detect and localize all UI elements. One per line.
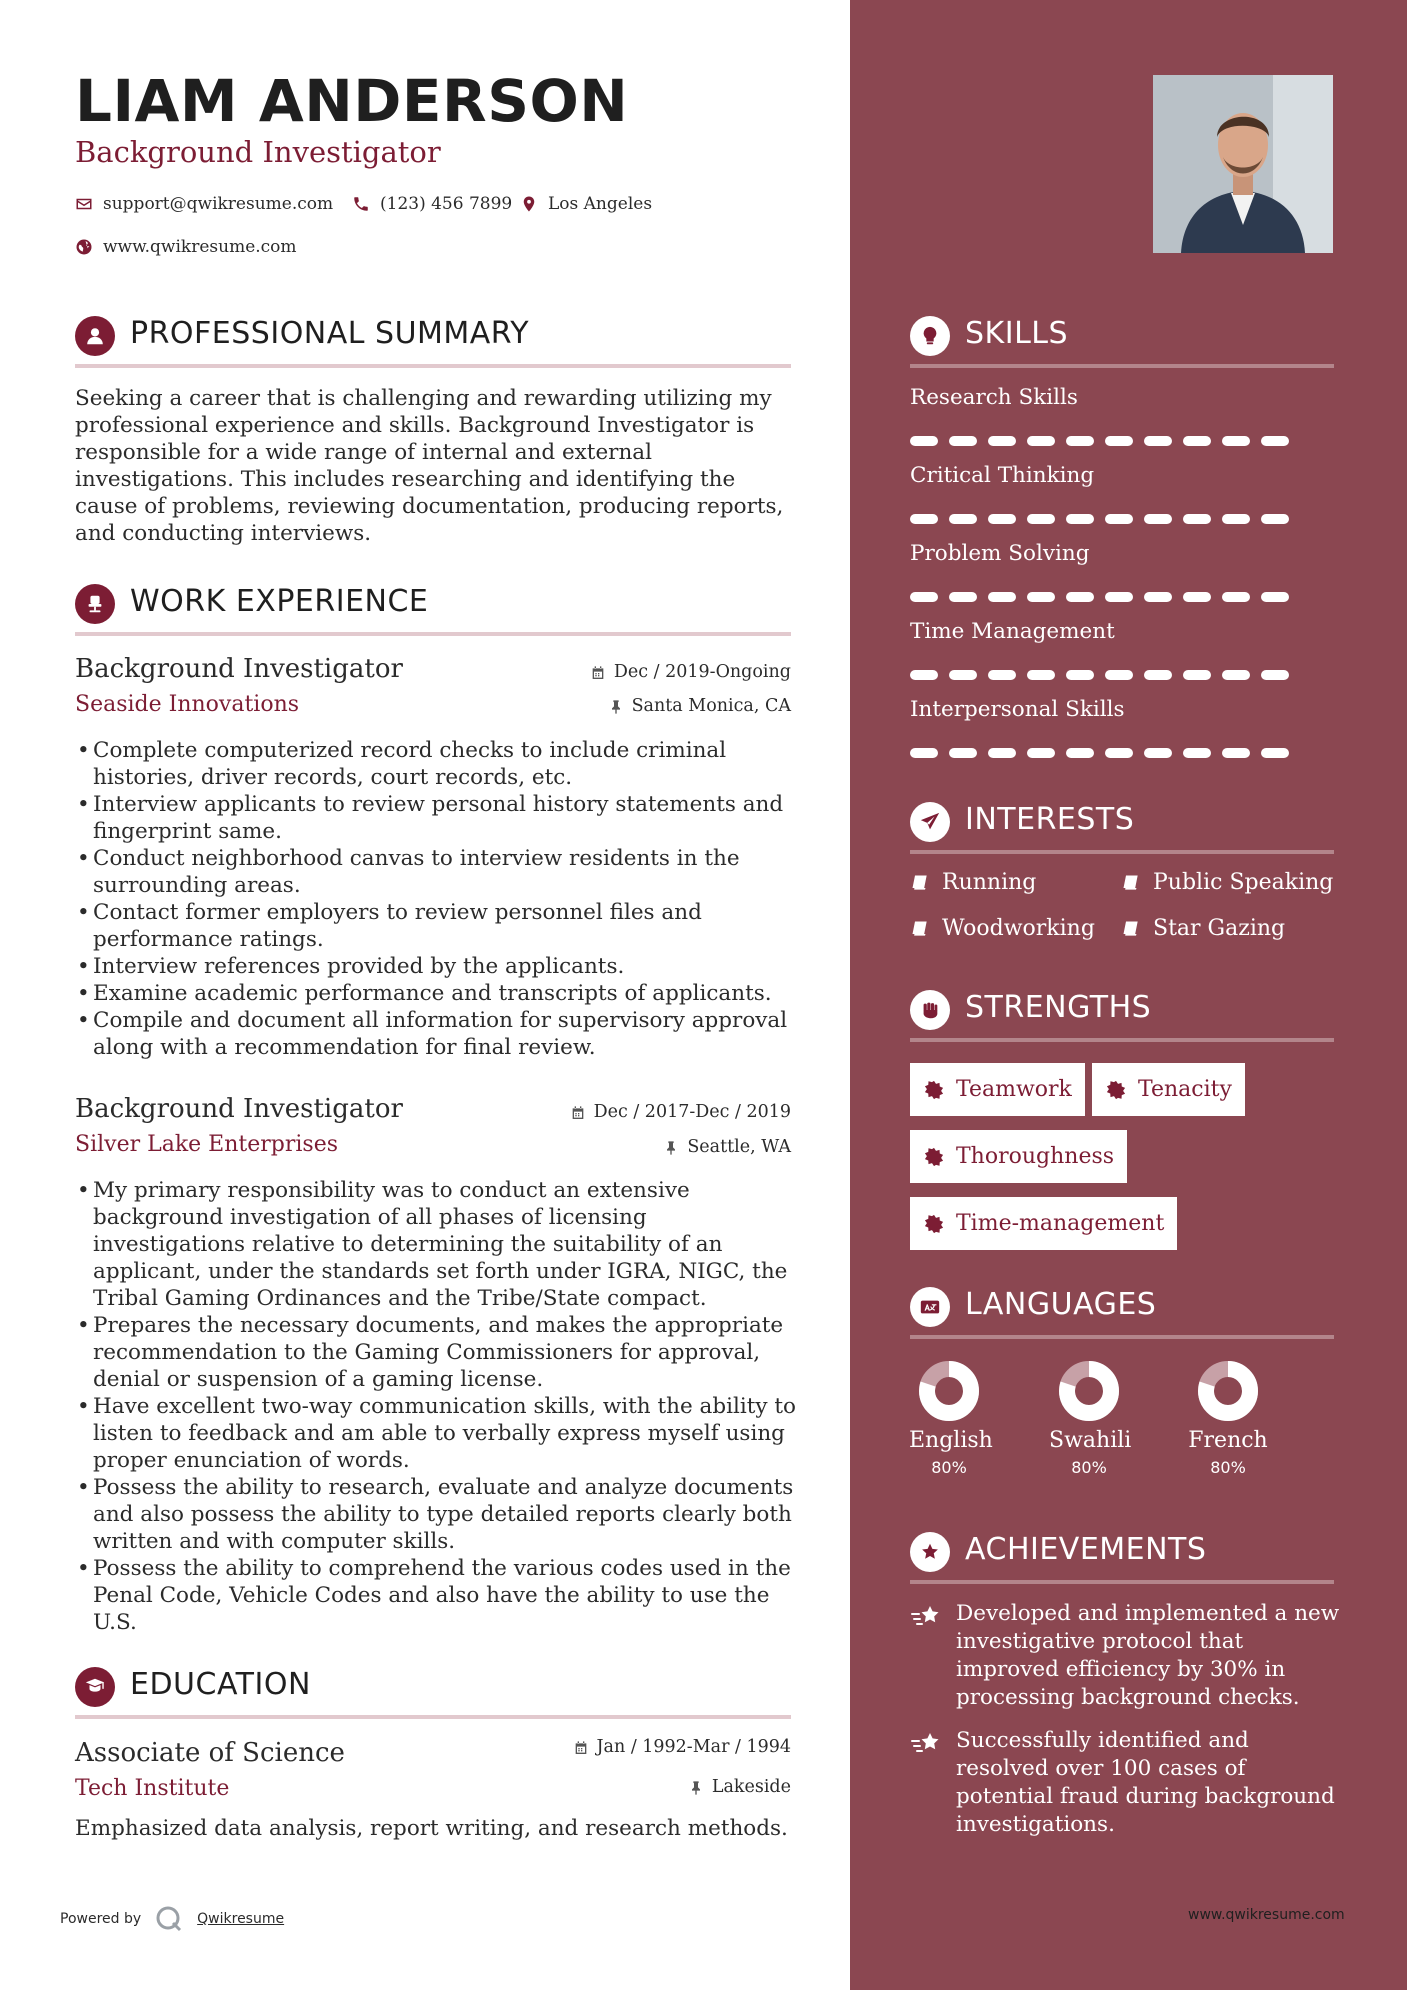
education-description: Emphasized data analysis, report writing, and research methods. — [75, 1816, 788, 1841]
section-title: STRENGTHS — [965, 990, 1152, 1025]
calendar-icon — [570, 1105, 586, 1121]
graduate-icon — [75, 1667, 115, 1707]
job-bullets — [75, 737, 797, 1061]
globe-icon — [75, 238, 93, 256]
list-item: • Conduct neighborhood canvas to interview residents in the surrounding areas. — [75, 845, 797, 899]
office-chair-icon — [75, 584, 115, 624]
section-education — [75, 1667, 791, 1719]
calendar-icon — [573, 1740, 589, 1756]
education-dates: Jan / 1992-Mar / 1994 — [573, 1739, 791, 1757]
footer-website[interactable]: www.qwikresume.com — [1188, 1907, 1345, 1923]
qwikresume-link[interactable]: Qwikresume — [197, 1911, 285, 1927]
section-professional-summary — [75, 316, 791, 368]
contact-location — [520, 195, 652, 213]
section-title: WORK EXPERIENCE — [130, 584, 429, 619]
book-icon — [910, 919, 930, 939]
job-location: Seattle, WA — [663, 1139, 791, 1157]
skill-rating-bar — [910, 748, 1290, 758]
list-item: • Complete computerized record checks to include criminal histories, driver records, court records, etc. — [75, 737, 797, 791]
map-pin-icon — [520, 195, 538, 213]
list-item: • Compile and document all information for supervisory approval along with a recommendation for final review. — [75, 1007, 797, 1061]
contact-email[interactable] — [75, 195, 333, 213]
contact-phone[interactable] — [352, 195, 512, 213]
list-item: • Prepares the necessary documents, and makes the appropriate recommendation to the Gaming Commissioners for approval, denial or suspension of a gaming license. — [75, 1312, 797, 1393]
list-item: • My primary responsibility was to conduct an extensive background investigation of all phases of licensing investigations relative to determining the suitability of an applicant, under the standards set forth under IGRA, NIGC, the Tribal Gaming Ordinances and the Tribe/State compact. — [75, 1177, 797, 1312]
language-item — [1049, 1358, 1132, 1477]
language-level: 80% — [1071, 1458, 1107, 1477]
phone-text: (123) 456 7899 — [380, 193, 513, 214]
book-icon — [1121, 919, 1141, 939]
job-bullets — [75, 1177, 797, 1636]
list-item: • Examine academic performance and transcripts of applicants. — [75, 980, 797, 1007]
achievement-text: Developed and implemented a new investigative protocol that improved efficiency by 30% in processing background checks. — [956, 1601, 1340, 1710]
list-item: • Possess the ability to comprehend the various codes used in the Penal Code, Vehicle Codes and also have the ability to use the U.S. — [75, 1555, 797, 1636]
job-location: Santa Monica, CA — [608, 698, 791, 716]
skill-name: Research Skills — [910, 385, 1078, 410]
contact-website[interactable] — [75, 238, 297, 256]
skill-rating-bar — [910, 592, 1290, 602]
starburst-icon — [924, 1147, 944, 1167]
section-title: INTERESTS — [965, 802, 1135, 837]
language-name: Swahili — [1049, 1428, 1132, 1453]
starburst-icon — [1106, 1080, 1126, 1100]
powered-by — [60, 1905, 284, 1933]
skill-name: Critical Thinking — [910, 463, 1095, 488]
interest-item: Public Speaking — [1121, 872, 1333, 894]
section-skills — [910, 316, 1334, 368]
calendar-icon — [590, 665, 606, 681]
lightbulb-icon — [910, 316, 950, 356]
job-dates: Dec / 2019-Ongoing — [590, 664, 791, 682]
user-icon — [75, 316, 115, 356]
section-title: LANGUAGES — [965, 1287, 1157, 1322]
education-degree: Associate of Science — [75, 1738, 345, 1768]
education-location: Lakeside — [688, 1779, 791, 1797]
shooting-star-icon — [910, 1731, 942, 1757]
section-achievements — [910, 1532, 1334, 1584]
achievement-text: Successfully identified and resolved over 100 cases of potential fraud during background investigations. — [956, 1728, 1335, 1837]
translate-icon — [910, 1287, 950, 1327]
powered-by-label: Powered by — [60, 1911, 142, 1927]
profile-photo — [1153, 75, 1333, 253]
pushpin-icon — [663, 1140, 679, 1156]
section-strengths — [910, 990, 1334, 1042]
language-level: 80% — [931, 1458, 967, 1477]
job-dates: Dec / 2017-Dec / 2019 — [570, 1104, 791, 1122]
language-name: French — [1188, 1428, 1268, 1453]
phone-icon — [352, 195, 370, 213]
job-company: Seaside Innovations — [75, 692, 300, 717]
envelope-icon — [75, 195, 93, 213]
summary-text: Seeking a career that is challenging and rewarding utilizing my professional experience and skills. Background Investigator is responsible for a wide range of internal and external investigations. This includes researching and identifying the cause of problems, reviewing documentation, producing reports, and conducting interviews. — [75, 386, 784, 546]
paper-plane-icon — [910, 802, 950, 842]
starburst-icon — [924, 1080, 944, 1100]
person-portrait-icon — [1153, 75, 1333, 253]
strength-badge: Time-management — [910, 1197, 1177, 1250]
list-item: • Possess the ability to research, evaluate and analyze documents and also possess the ability to type detailed reports clearly both written and with computer skills. — [75, 1474, 797, 1555]
interest-item: Star Gazing — [1121, 918, 1285, 940]
language-item — [1188, 1358, 1268, 1476]
skill-name: Time Management — [910, 619, 1115, 644]
language-name: English — [909, 1428, 993, 1453]
job-title: Background Investigator — [75, 654, 403, 684]
section-title: EDUCATION — [130, 1667, 311, 1702]
skill-name: Interpersonal Skills — [910, 697, 1125, 722]
skill-name: Problem Solving — [910, 541, 1090, 566]
strength-badge: Thoroughness — [910, 1130, 1127, 1183]
achievement-item — [910, 1600, 1340, 1712]
email-text: support@qwikresume.com — [103, 193, 334, 214]
section-title: ACHIEVEMENTS — [965, 1532, 1207, 1567]
starburst-icon — [924, 1214, 944, 1234]
job-title: Background Investigator — [75, 1094, 403, 1124]
strength-badge: Tenacity — [1092, 1063, 1245, 1116]
language-level: 80% — [1210, 1458, 1246, 1477]
fist-icon — [910, 990, 950, 1030]
language-donut — [916, 1358, 982, 1424]
language-donut — [1056, 1358, 1122, 1424]
star-badge-icon — [910, 1532, 950, 1572]
qwikresume-logo-icon — [155, 1905, 183, 1933]
pushpin-icon — [608, 699, 624, 715]
skill-rating-bar — [910, 670, 1290, 680]
section-title: SKILLS — [965, 316, 1069, 351]
skill-rating-bar — [910, 436, 1290, 446]
section-languages — [910, 1287, 1334, 1339]
shooting-star-icon — [910, 1604, 942, 1630]
location-text: Los Angeles — [548, 193, 653, 214]
list-item: • Interview references provided by the applicants. — [75, 953, 797, 980]
list-item: • Contact former employers to review personnel files and performance ratings. — [75, 899, 797, 953]
section-work-experience — [75, 584, 791, 636]
book-icon — [1121, 873, 1141, 893]
language-donut — [1195, 1358, 1261, 1424]
strength-badge: Teamwork — [910, 1063, 1085, 1116]
list-item: • Interview applicants to review personal history statements and fingerprint same. — [75, 791, 797, 845]
candidate-role: Background Investigator — [75, 135, 441, 169]
interest-item: Running — [910, 872, 1036, 894]
book-icon — [910, 873, 930, 893]
skill-rating-bar — [910, 514, 1290, 524]
job-company: Silver Lake Enterprises — [75, 1132, 339, 1157]
website-text: www.qwikresume.com — [103, 236, 297, 257]
education-school: Tech Institute — [75, 1776, 230, 1801]
section-title: PROFESSIONAL SUMMARY — [130, 316, 530, 351]
list-item: • Have excellent two-way communication skills, with the ability to listen to feedback and am able to verbally express myself using proper enunciation of words. — [75, 1393, 797, 1474]
pushpin-icon — [688, 1780, 704, 1796]
interest-item: Woodworking — [910, 918, 1095, 940]
language-item — [909, 1358, 993, 1477]
section-interests — [910, 802, 1334, 854]
candidate-name: LIAM ANDERSON — [75, 67, 629, 135]
achievement-item — [910, 1727, 1340, 1839]
